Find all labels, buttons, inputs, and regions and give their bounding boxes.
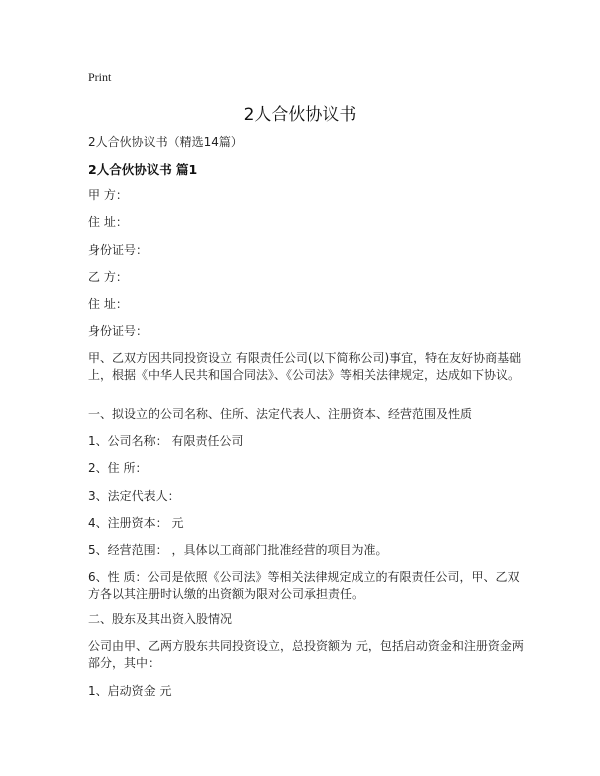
legal-representative-clause: 3、法定代表人： (88, 489, 180, 503)
article-two-heading: 二、股东及其出资入股情况 (88, 612, 233, 626)
page-title: 2人合伙协议书 (243, 105, 357, 125)
party-a-address: 住 址： (88, 215, 128, 229)
party-b-id-number: 身份证号： (88, 324, 149, 338)
document-subtitle: 2人合伙协议书（精选14篇） (88, 135, 243, 149)
company-name-clause: 1、公司名称： 有限责任公司 (88, 434, 244, 448)
party-b-name: 乙 方： (88, 270, 128, 284)
article-one-heading: 一、拟设立的公司名称、住所、法定代表人、注册资本、经营范围及性质 (88, 407, 473, 421)
print-link[interactable]: Print (88, 70, 112, 84)
preamble-paragraph: 甲、乙双方因共同投资设立 有限责任公司(以下简称公司)事宜，特在友好协商基础上，根据《中华人民共和国合同法》、《公司法》等相关法律规定，达成如下协议。 (88, 351, 522, 382)
party-b-address: 住 址： (88, 297, 128, 311)
business-scope-clause: 5、经营范围： ，具体以工商部门批准经营的项目为准。 (88, 543, 388, 557)
startup-capital-clause: 1、启动资金 元 (88, 684, 172, 698)
company-nature-clause: 6、性 质：公司是依照《公司法》等相关法律规定成立的有限责任公司，甲、乙双方各以其注册时认缴的出资额为限对公司承担责任。 (88, 570, 520, 601)
company-address-clause: 2、住 所： (88, 461, 148, 475)
party-a-id-number: 身份证号： (88, 243, 149, 257)
investment-paragraph: 公司由甲、乙两方股东共同投资设立，总投资额为 元，包括启动资金和注册资金两部分，其中： (88, 639, 524, 670)
party-a-name: 甲 方： (88, 188, 128, 202)
registered-capital-clause: 4、注册资本： 元 (88, 516, 184, 530)
section-heading: 2人合伙协议书 篇1 (88, 162, 198, 177)
